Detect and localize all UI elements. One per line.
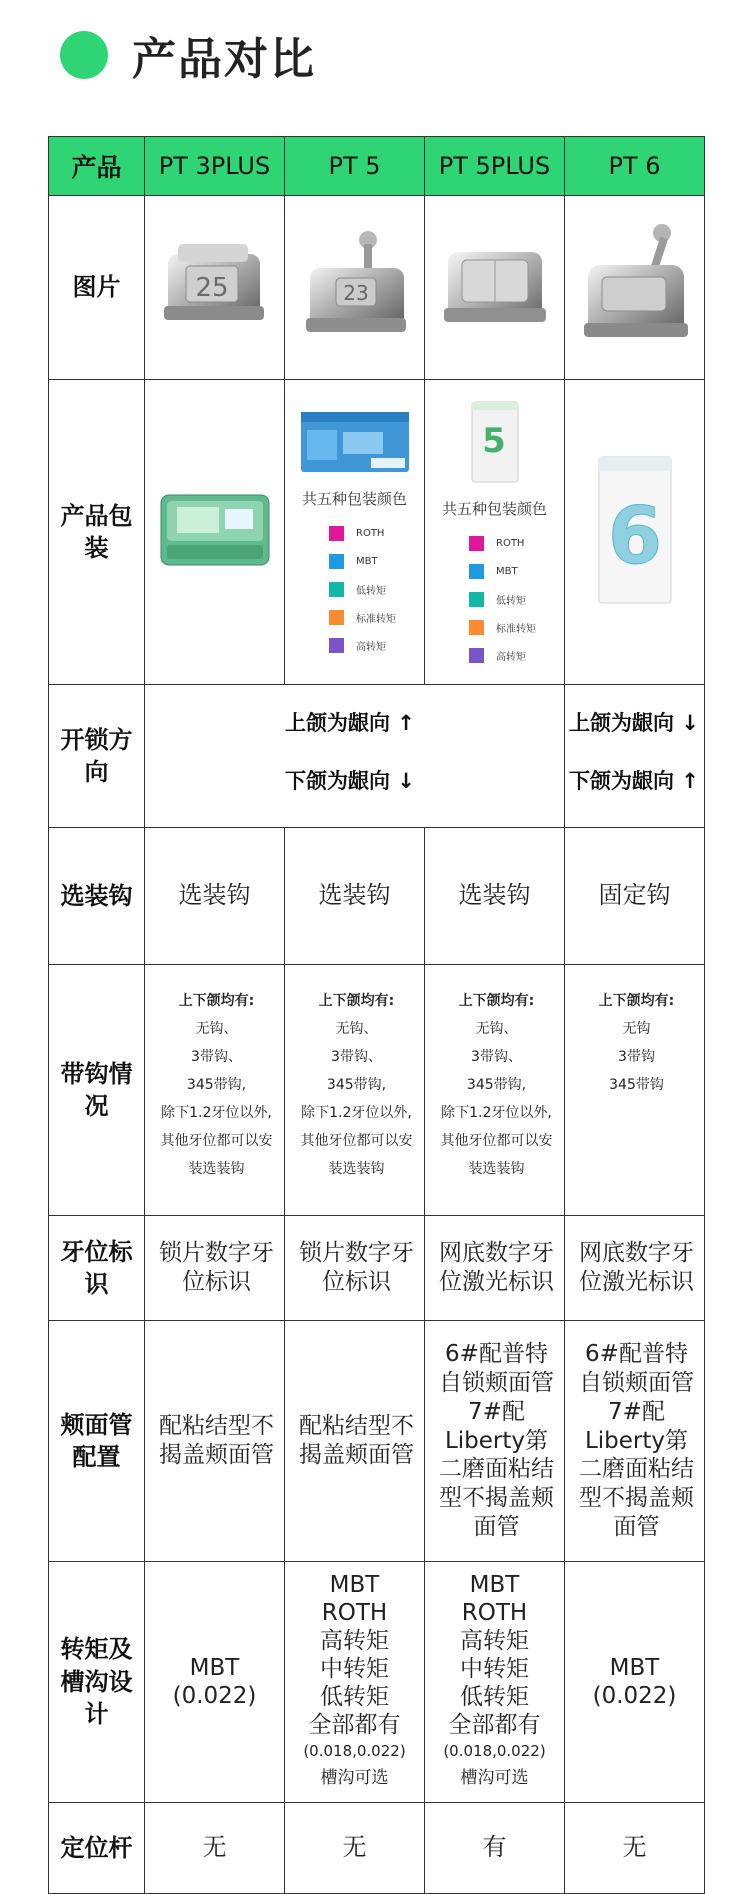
svg-text:5: 5: [481, 421, 506, 461]
package-color-list: [329, 519, 424, 659]
hook-condition-pt3plus: 上下颌均有: 无钩、 3带钩、 345带钩, 除下1.2牙位以外, 其他牙位都可以安 装选装钩: [145, 965, 285, 1216]
package-color-caption: 共五种包装颜色: [301, 490, 407, 508]
header-row: [49, 137, 705, 196]
direction-upper-pt6: 上颌为龈向 ↓: [569, 711, 699, 735]
image-row: [49, 196, 705, 380]
package-box-image: [597, 455, 673, 605]
torque-pt5: MBT ROTH 高转矩 中转矩 低转矩 全部都有 (0.018,0.022) 槽沟可选: [285, 1562, 425, 1803]
tooth-mark-pt3plus: 锁片数字牙位标识: [145, 1216, 285, 1321]
torque-pt6: MBT (0.022): [565, 1562, 705, 1803]
direction-lower-pt6: 下颌为龈向 ↑: [569, 769, 699, 793]
hook-condition-pt5plus: 上下颌均有: 无钩、 3带钩、 345带钩, 除下1.2牙位以外, 其他牙位都可以安 装选装钩: [425, 965, 565, 1216]
tooth-mark-row: [49, 1216, 705, 1321]
product-pt6: PT 6: [565, 137, 705, 196]
buccal-tube-pt6: 6#配普特自锁颊面管7#配Liberty第二磨面粘结型不揭盖颊面管: [565, 1321, 705, 1562]
package-pt5plus: [425, 380, 565, 685]
package-pt3plus: [145, 380, 285, 685]
hook-pt6: 固定钩: [565, 828, 705, 965]
row-label-positioning-rod: 定位杆: [49, 1803, 145, 1894]
row-label-hook-condition: 带钩情况: [49, 965, 145, 1216]
swatch-standard-torque: 标准转矩: [469, 613, 564, 641]
buccal-tube-row: [49, 1321, 705, 1562]
buccal-tube-pt5plus: 6#配普特自锁颊面管7#配Liberty第二磨面粘结型不揭盖颊面管: [425, 1321, 565, 1562]
direction-lower: 下颌为龈向 ↓: [285, 769, 415, 793]
torque-pt5plus: MBT ROTH 高转矩 中转矩 低转矩 全部都有 (0.018,0.022) 槽沟可选: [425, 1562, 565, 1803]
bracket-image-pt5plus: [425, 196, 565, 380]
swatch-mbt: MBT: [329, 547, 424, 575]
hook-row: [49, 828, 705, 965]
swatch-high-torque: 高转矩: [469, 641, 564, 669]
tooth-mark-pt5plus: 网底数字牙位激光标识: [425, 1216, 565, 1321]
buccal-tube-pt3plus: 配粘结型不揭盖颊面管: [145, 1321, 285, 1562]
row-label-hook: 选装钩: [49, 828, 145, 965]
swatch-roth: ROTH: [329, 519, 424, 547]
row-label-image: 图片: [49, 196, 145, 380]
positioning-rod-pt3plus: 无: [145, 1803, 285, 1894]
section-title: [60, 25, 316, 85]
direction-pt6: [565, 685, 705, 828]
package-pt6: [565, 380, 705, 685]
package-color-caption: 共五种包装颜色: [441, 500, 547, 518]
svg-text:23: 23: [342, 280, 369, 305]
tooth-mark-pt5: 锁片数字牙位标识: [285, 1216, 425, 1321]
green-dot-icon: [60, 31, 108, 79]
row-label-direction: 开锁方向: [49, 685, 145, 828]
tooth-mark-pt6: 网底数字牙位激光标识: [565, 1216, 705, 1321]
direction-upper: 上颌为龈向 ↑: [285, 711, 415, 735]
row-label-buccal-tube: 颊面管配置: [49, 1321, 145, 1562]
package-pt5: [285, 380, 425, 685]
product-pt3plus: PT 3PLUS: [145, 137, 285, 196]
direction-row: [49, 685, 705, 828]
package-box-image: [470, 400, 520, 484]
swatch-low-torque: 低转矩: [469, 585, 564, 613]
header-label: 产品: [49, 137, 145, 196]
bracket-image-pt6: [565, 196, 705, 380]
positioning-rod-pt6: 无: [565, 1803, 705, 1894]
hook-pt3plus: 选装钩: [145, 828, 285, 965]
swatch-low-torque: 低转矩: [329, 575, 424, 603]
svg-text:6: 6: [607, 492, 662, 582]
swatch-high-torque: 高转矩: [329, 631, 424, 659]
hook-condition-pt5: 上下颌均有: 无钩、 3带钩、 345带钩, 除下1.2牙位以外, 其他牙位都可以安 装选装钩: [285, 965, 425, 1216]
swatch-mbt: MBT: [469, 557, 564, 585]
package-box-image: [159, 493, 271, 567]
hook-pt5: 选装钩: [285, 828, 425, 965]
page-title: 产品对比: [132, 34, 316, 85]
hook-pt5plus: 选装钩: [425, 828, 565, 965]
product-pt5: PT 5: [285, 137, 425, 196]
row-label-tooth-mark: 牙位标识: [49, 1216, 145, 1321]
row-label-torque: 转矩及槽沟设计: [49, 1562, 145, 1803]
swatch-roth: ROTH: [469, 529, 564, 557]
comparison-table: [48, 136, 705, 1894]
hook-condition-row: [49, 965, 705, 1216]
row-label-package: 产品包装: [49, 380, 145, 685]
swatch-standard-torque: 标准转矩: [329, 603, 424, 631]
positioning-rod-pt5plus: 有: [425, 1803, 565, 1894]
torque-row: [49, 1562, 705, 1803]
package-color-list: [469, 529, 564, 669]
buccal-tube-pt5: 配粘结型不揭盖颊面管: [285, 1321, 425, 1562]
bracket-image-pt3plus: [145, 196, 285, 380]
package-row: [49, 380, 705, 685]
positioning-rod-row: [49, 1803, 705, 1894]
product-pt5plus: PT 5PLUS: [425, 137, 565, 196]
svg-text:25: 25: [194, 272, 229, 303]
package-box-image: [299, 410, 411, 474]
direction-pt3-pt5plus: [145, 685, 565, 828]
hook-condition-pt6: 上下颌均有: 无钩 3带钩 345带钩: [565, 965, 705, 1216]
bracket-image-pt5: [285, 196, 425, 380]
positioning-rod-pt5: 无: [285, 1803, 425, 1894]
torque-pt3plus: MBT (0.022): [145, 1562, 285, 1803]
